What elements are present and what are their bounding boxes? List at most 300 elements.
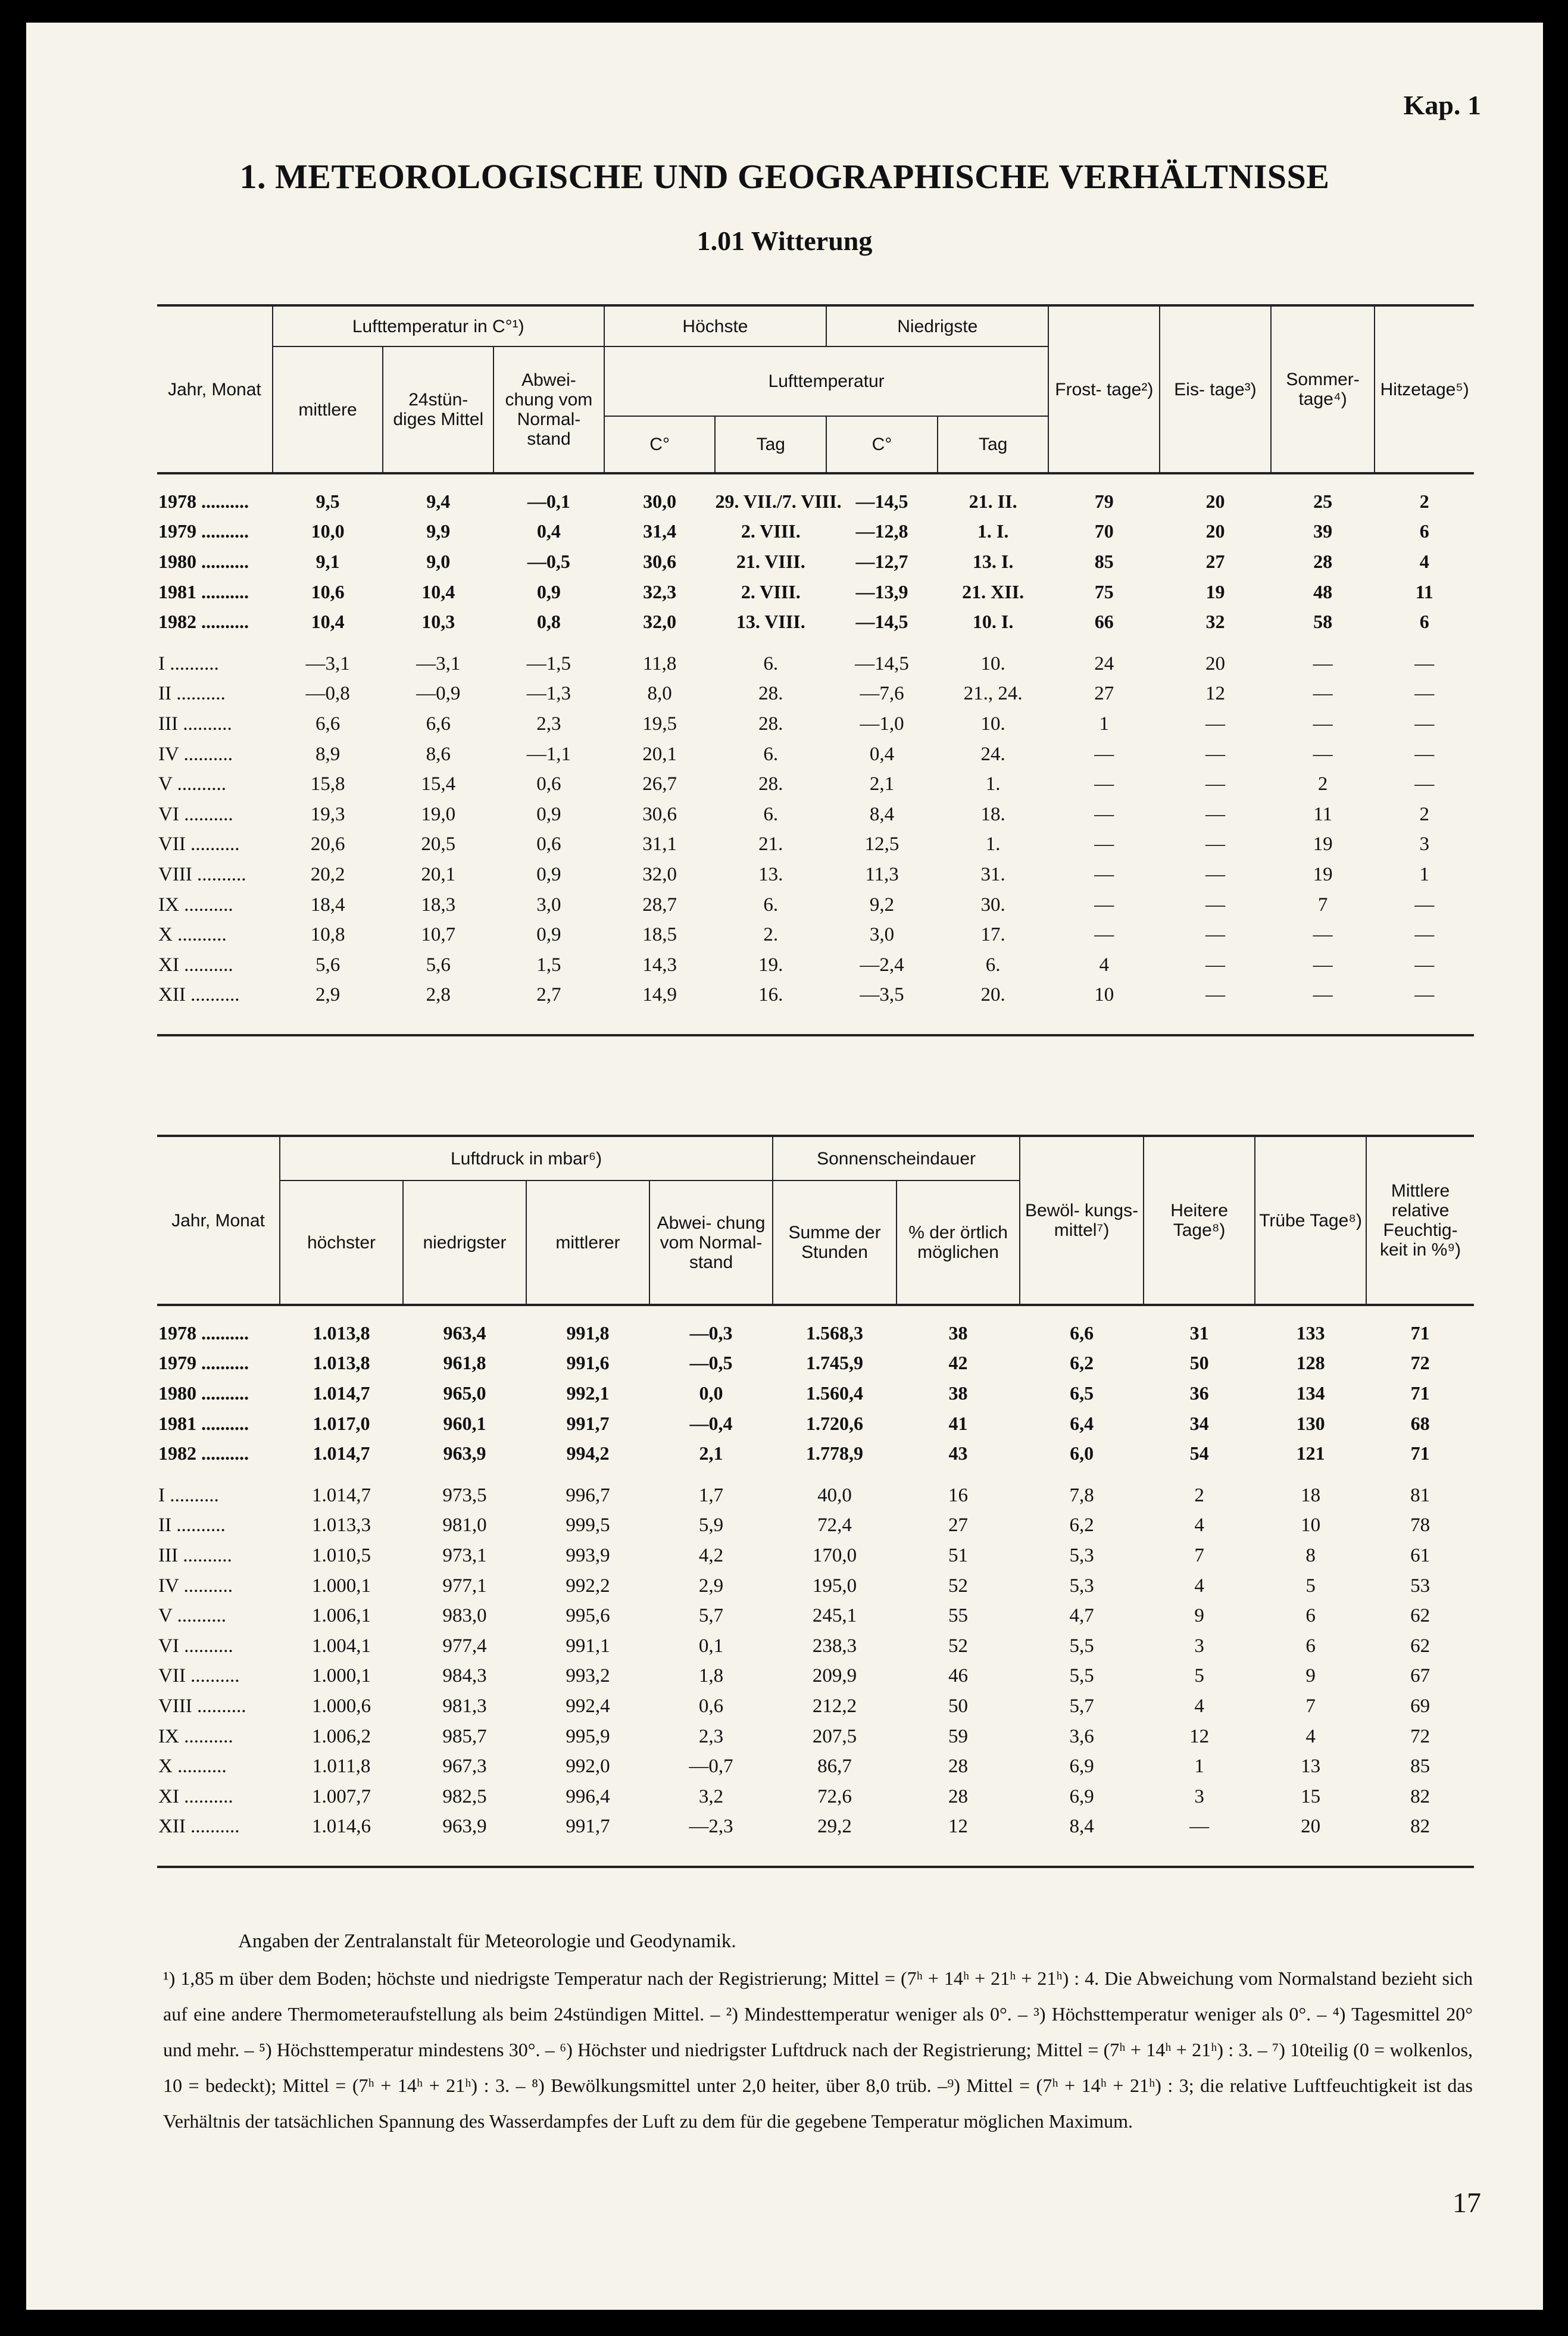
table-row [157, 486, 1474, 517]
table-cell: —0,1 [527, 490, 570, 512]
table-cell: 32 [1205, 611, 1225, 633]
table-cell: 8,4 [869, 803, 895, 825]
table-cell: 82 [1410, 1816, 1430, 1838]
table-cell: — [1205, 863, 1225, 885]
table-cell: 2 [1419, 803, 1429, 825]
table-cell: 55 [948, 1605, 969, 1627]
row-label: IV .......... [158, 743, 233, 765]
table-cell: 1.014,6 [312, 1816, 371, 1838]
table-cell: 21. II. [969, 490, 1017, 512]
table-cell: 999,5 [566, 1514, 610, 1536]
table-cell: 992,2 [566, 1575, 610, 1597]
table-cell: 2,1 [699, 1442, 723, 1464]
table-cell: 19,3 [310, 803, 345, 825]
table-cell: 4 [1194, 1575, 1204, 1597]
table-cell: 0,9 [536, 863, 561, 885]
table-cell: — [1094, 894, 1114, 916]
table-cell: 996,4 [566, 1785, 610, 1807]
row-label: XI .......... [158, 1785, 233, 1807]
table-cell: 2. VIII. [741, 580, 801, 602]
table-row [157, 1318, 1474, 1348]
table-cell: 5,6 [426, 954, 451, 976]
table-cell: 24. [980, 743, 1005, 765]
table-cell: 20 [1301, 1816, 1321, 1838]
table-cell: 5,9 [698, 1514, 724, 1536]
table-cell: 2,9 [315, 984, 341, 1006]
table-cell: 1. [985, 773, 1001, 795]
table-cell: 1. [985, 833, 1001, 855]
table-cell: 72,6 [817, 1785, 852, 1807]
row-label: X .......... [158, 924, 227, 946]
table-cell: 20,1 [642, 743, 677, 765]
table-cell: — [1313, 954, 1333, 976]
table-cell: 8,6 [426, 743, 451, 765]
table-cell: 9,1 [316, 550, 340, 572]
page [26, 23, 1543, 2310]
header-bewoelkung: Bewöl- kungs- mittel⁷) [1020, 1136, 1144, 1305]
table-cell: 991,7 [566, 1412, 610, 1434]
table-row [157, 1782, 1474, 1812]
table-cell: 32,0 [642, 863, 677, 885]
table-cell: 30,6 [643, 550, 677, 572]
table-cell: — [1205, 894, 1225, 916]
row-label: II .......... [158, 1514, 226, 1536]
table-cell: 79 [1094, 490, 1114, 512]
table-cell: — [1094, 833, 1114, 855]
table-cell: 38 [948, 1382, 968, 1404]
table-cell: 2. VIII. [741, 520, 801, 542]
table-cell: —1,1 [526, 743, 571, 765]
table-cell: 13. VIII. [736, 611, 805, 633]
table-cell: 6,5 [1070, 1382, 1094, 1404]
table-cell: 1.013,3 [312, 1514, 371, 1536]
table-cell: 133 [1296, 1322, 1325, 1344]
row-label: I .......... [158, 652, 219, 674]
table-cell: 991,6 [566, 1352, 610, 1374]
header-lufttemperatur-group: Lufttemperatur in C°¹) [273, 305, 604, 346]
table-row [157, 709, 1474, 739]
header-mittlerer: mittlerer [526, 1181, 649, 1305]
table-cell: 71 [1410, 1442, 1430, 1464]
table-cell: 7 [1317, 894, 1328, 916]
table-cell: — [1313, 743, 1333, 765]
header-24std-mittel: 24stün- diges Mittel [383, 346, 493, 473]
table-cell: 18,4 [310, 894, 345, 916]
row-label: VII .......... [158, 833, 240, 855]
table-cell: 71 [1410, 1382, 1430, 1404]
table-cell: 2,1 [869, 773, 895, 795]
table-cell: 1.010,5 [312, 1544, 371, 1566]
header-frosttage: Frost- tage²) [1048, 305, 1160, 473]
table-cell: 20,5 [421, 833, 456, 855]
table-cell: — [1205, 773, 1225, 795]
table-cell: — [1094, 743, 1114, 765]
table-row [157, 1348, 1474, 1379]
row-label: 1979 .......... [158, 1352, 249, 1374]
table-cell: 0,9 [536, 580, 561, 602]
header-sonnenschein-group: Sonnenscheindauer [773, 1136, 1020, 1181]
table-cell: 75 [1094, 580, 1114, 602]
table-cell: 5 [1194, 1665, 1204, 1687]
row-label: III .......... [158, 1544, 232, 1566]
table-cell: 0,1 [698, 1635, 724, 1657]
table-cell: —1,0 [860, 713, 904, 735]
section-title: 1.01 Witterung [696, 226, 873, 256]
table-cell: 9,5 [316, 490, 340, 512]
table-cell: — [1205, 833, 1225, 855]
table-cell: 21. VIII. [736, 550, 805, 572]
table-cell: 7,8 [1069, 1484, 1094, 1506]
table-cell: — [1414, 924, 1435, 946]
table-cell: 41 [948, 1412, 968, 1434]
table-cell: 19,5 [642, 713, 677, 735]
table-row [157, 1601, 1474, 1631]
table-cell: 24 [1094, 652, 1114, 674]
table-cell: 21. XII. [962, 580, 1024, 602]
table-cell: 6,6 [426, 713, 451, 735]
table-cell: —3,5 [860, 984, 904, 1006]
row-label: 1981 .......... [158, 580, 249, 602]
table-cell: —0,5 [527, 550, 570, 572]
table-cell: 3 [1194, 1785, 1204, 1807]
table-cell: 6 [1305, 1605, 1316, 1627]
table-cell: 195,0 [812, 1575, 857, 1597]
table-cell: 10,8 [310, 924, 345, 946]
table-cell: —1,3 [526, 683, 571, 705]
header-mittlere: mittlere [273, 346, 383, 473]
header-abweichung: Abwei- chung vom Normal- stand [493, 346, 604, 473]
table-cell: 52 [948, 1635, 969, 1657]
table-cell: 212,2 [812, 1695, 857, 1717]
table-cell: 209,9 [812, 1665, 857, 1687]
table-cell: 27 [1094, 683, 1114, 705]
table-cell: 9,0 [426, 550, 451, 572]
table-cell: 0,6 [536, 773, 561, 795]
table-cell: 961,8 [443, 1352, 486, 1374]
table-cell: 6 [1419, 611, 1429, 633]
header-feuchtigkeit: Mittlere relative Feuchtig- keit in %⁹) [1366, 1136, 1474, 1305]
row-label: 1982 .......... [158, 1442, 249, 1464]
table-cell: 1.007,7 [312, 1785, 371, 1807]
table-cell: 1.004,1 [312, 1635, 371, 1657]
table-cell: 1. I. [977, 520, 1009, 542]
table-cell: 29,2 [817, 1816, 852, 1838]
table-cell: — [1205, 984, 1225, 1006]
table-cell: 1.006,2 [312, 1725, 371, 1747]
table-cell: — [1414, 652, 1435, 674]
table-row [157, 1631, 1474, 1662]
table-cell: 9 [1305, 1665, 1316, 1687]
table-cell: 5,3 [1069, 1575, 1094, 1597]
table-row [157, 1409, 1474, 1439]
table-cell: 6 [1305, 1635, 1316, 1657]
table-cell: — [1313, 652, 1333, 674]
table-cell: 963,9 [442, 1816, 487, 1838]
table-cell: — [1205, 924, 1225, 946]
table-cell: 993,2 [566, 1665, 610, 1687]
table-cell: 53 [1410, 1575, 1430, 1597]
table-cell: — [1205, 743, 1225, 765]
table-cell: 27 [948, 1514, 969, 1536]
table-cell: 134 [1296, 1382, 1325, 1404]
table-cell: 7 [1194, 1544, 1204, 1566]
source-note: Angaben der Zentralanstalt für Meteorologie und Geodynamik. [238, 1931, 736, 1952]
table-cell: 6. [763, 894, 779, 916]
table-cell: — [1313, 924, 1333, 946]
table-cell: 973,5 [442, 1484, 487, 1506]
table-row [157, 769, 1474, 800]
table-cell: —12,7 [855, 550, 908, 572]
table-cell: 8 [1305, 1544, 1316, 1566]
table-cell: 0,0 [699, 1382, 723, 1404]
table-cell: — [1205, 803, 1225, 825]
table-row [157, 1511, 1474, 1541]
row-label: IV .......... [158, 1575, 233, 1597]
table-cell: 0,6 [536, 833, 561, 855]
table-cell: 3,2 [698, 1785, 724, 1807]
table-row [157, 1691, 1474, 1722]
table-cell: 27 [1205, 550, 1225, 572]
table-cell: —7,6 [860, 683, 904, 705]
table-cell: — [1414, 683, 1435, 705]
row-label: VII .......... [158, 1665, 240, 1687]
table-cell: —14,5 [855, 652, 909, 674]
table-cell: 28 [948, 1756, 969, 1778]
table-cell: 992,4 [566, 1695, 610, 1717]
table-cell: 10. I. [972, 611, 1014, 633]
table-cell: 4 [1305, 1725, 1316, 1747]
table-row [157, 920, 1474, 950]
table-cell: 3 [1194, 1635, 1204, 1657]
table-cell: 2 [1317, 773, 1328, 795]
table-cell: 1,8 [698, 1665, 724, 1687]
table-cell: 81 [1410, 1484, 1430, 1506]
table-row [157, 1378, 1474, 1409]
header2-abweichung: Abwei- chung vom Normal- stand [649, 1181, 773, 1305]
table-cell: 72,4 [817, 1514, 852, 1536]
table-cell: 2,8 [426, 984, 451, 1006]
table-cell: 984,3 [442, 1665, 487, 1687]
table-cell: 1.014,7 [313, 1442, 370, 1464]
table-cell: 981,3 [442, 1695, 487, 1717]
table-row [157, 577, 1474, 607]
row-label: 1978 .......... [158, 1322, 249, 1344]
table-cell: 30. [980, 894, 1005, 916]
table-row [157, 830, 1474, 860]
table-cell: 991,1 [566, 1635, 610, 1657]
table-cell: 170,0 [812, 1544, 857, 1566]
table-cell: 26,7 [642, 773, 677, 795]
header-hoechster: höchster [280, 1181, 403, 1305]
table-cell: 4 [1194, 1514, 1204, 1536]
table-cell: 2,9 [698, 1575, 724, 1597]
table-cell: 1.013,8 [313, 1322, 370, 1344]
table-cell: 6,0 [1070, 1442, 1094, 1464]
table-cell: 983,0 [442, 1605, 487, 1627]
table-cell: 82 [1410, 1785, 1430, 1807]
table-cell: 28. [758, 683, 783, 705]
table-cell: 2 [1419, 490, 1429, 512]
temperature-table [157, 304, 1474, 1036]
table-cell: 4,7 [1069, 1605, 1094, 1627]
table-cell: 245,1 [812, 1605, 857, 1627]
table-cell: 2,7 [536, 984, 561, 1006]
table-cell: — [1189, 1816, 1210, 1838]
table-cell: 16. [758, 984, 783, 1006]
table-cell: 20. [980, 984, 1005, 1006]
table-cell: 16 [948, 1484, 969, 1506]
table-cell: 12 [1189, 1725, 1210, 1747]
table-cell: 10 [1301, 1514, 1321, 1536]
spacer-row [157, 637, 1474, 649]
table-cell: —3,1 [416, 652, 461, 674]
table-cell: 6. [763, 743, 779, 765]
table-cell: 18,3 [421, 894, 456, 916]
header-luftdruck-group: Luftdruck in mbar⁶) [280, 1136, 773, 1181]
table-cell: 31. [980, 863, 1005, 885]
table-cell: 1.014,7 [312, 1484, 371, 1506]
header-heitere: Heitere Tage⁸) [1144, 1136, 1255, 1305]
table-cell: 6,6 [315, 713, 341, 735]
table-cell: 10,3 [421, 611, 455, 633]
spacer-row [157, 1469, 1474, 1481]
table-cell: 48 [1313, 580, 1333, 602]
row-label: XI .......... [158, 954, 233, 976]
table-cell: 2,3 [536, 713, 561, 735]
table-cell: 66 [1094, 611, 1114, 633]
table-cell: 14,3 [642, 954, 677, 976]
header-summe: Summe der Stunden [773, 1181, 897, 1305]
table-cell: 21., 24. [963, 683, 1023, 705]
table-cell: 61 [1410, 1544, 1430, 1566]
row-label: VI .......... [158, 803, 233, 825]
spacer-row [157, 473, 1474, 486]
table-cell: 54 [1189, 1442, 1209, 1464]
table-cell: 11,3 [865, 863, 899, 885]
table-cell: 991,8 [566, 1322, 610, 1344]
table-cell: 34 [1189, 1412, 1209, 1434]
table-cell: —0,5 [689, 1352, 733, 1374]
table-cell: 11 [1415, 580, 1433, 602]
table-cell: 1 [1419, 863, 1429, 885]
table-cell: 0,4 [869, 743, 895, 765]
table-cell: 128 [1296, 1352, 1325, 1374]
table-cell: 12,5 [864, 833, 899, 855]
table-cell: 1.013,8 [313, 1352, 370, 1374]
table-cell: 995,6 [566, 1605, 610, 1627]
table-cell: 5 [1305, 1575, 1316, 1597]
table-cell: 1.560,4 [806, 1382, 864, 1404]
table-cell: 31,1 [642, 833, 677, 855]
table-cell: 6,4 [1070, 1412, 1094, 1434]
table-cell: 1 [1194, 1756, 1204, 1778]
row-label: I .......... [158, 1484, 219, 1506]
table-cell: 994,2 [566, 1442, 610, 1464]
row-label: II .......... [158, 683, 226, 705]
table-cell: — [1414, 743, 1435, 765]
table-cell: 31 [1189, 1322, 1209, 1344]
row-label: VIII .......... [158, 863, 246, 885]
table-cell: 10,6 [311, 580, 345, 602]
row-label: V .......... [158, 773, 226, 795]
table-row [157, 800, 1474, 830]
page-number: 17 [1453, 2187, 1481, 2219]
header-c-niedrigste: C° [826, 416, 938, 473]
table-row [157, 1438, 1474, 1469]
table-cell: 996,7 [566, 1484, 610, 1506]
table-cell: 62 [1410, 1635, 1430, 1657]
table-cell: 6,2 [1069, 1514, 1094, 1536]
table-cell: 992,1 [566, 1382, 610, 1404]
header-sommertage: Sommer- tage⁴) [1271, 305, 1375, 473]
table-cell: 43 [948, 1442, 968, 1464]
table-cell: 992,0 [566, 1756, 610, 1778]
table-cell: 13. [758, 863, 783, 885]
table-row [157, 860, 1474, 890]
table-cell: 32,3 [643, 580, 677, 602]
table-cell: 977,4 [442, 1635, 487, 1657]
table-cell: 32,0 [643, 611, 677, 633]
table-cell: 18 [1301, 1484, 1321, 1506]
table-cell: 5,3 [1069, 1544, 1094, 1566]
table-cell: 10. [980, 713, 1005, 735]
table-cell: —2,3 [689, 1816, 733, 1838]
table-row [157, 1571, 1474, 1601]
table-cell: 2,3 [698, 1725, 724, 1747]
table-cell: 10,4 [421, 580, 455, 602]
table-cell: — [1205, 713, 1225, 735]
table-cell: 17. [980, 924, 1005, 946]
table-cell: 985,7 [442, 1725, 487, 1747]
table-cell: 1.000,1 [312, 1665, 371, 1687]
header-eistage: Eis- tage³) [1160, 305, 1271, 473]
table-row [157, 517, 1474, 547]
table-cell: — [1414, 954, 1435, 976]
table-cell: 40,0 [817, 1484, 852, 1506]
table-cell: 5,7 [1069, 1695, 1094, 1717]
table-cell: 21. [758, 833, 783, 855]
table-row [157, 607, 1474, 637]
pressure-table [157, 1135, 1474, 1868]
table-row [157, 1722, 1474, 1752]
header-jahr-monat: Jahr, Monat [157, 305, 273, 473]
row-label: IX .......... [158, 1725, 233, 1747]
table-cell: 8,0 [647, 683, 672, 705]
table-cell: — [1094, 924, 1114, 946]
table-cell: 9,2 [869, 894, 895, 916]
table-cell: 1.568,3 [806, 1322, 864, 1344]
table-cell: 11,8 [642, 652, 677, 674]
table-cell: 12 [1205, 683, 1225, 705]
table-cell: — [1414, 984, 1435, 1006]
table-cell: 1.006,1 [312, 1605, 371, 1627]
table-cell: 25 [1313, 490, 1333, 512]
table-cell: —13,9 [855, 580, 908, 602]
table-cell: 58 [1313, 611, 1333, 633]
table-cell: 981,0 [442, 1514, 487, 1536]
table-cell: 12 [948, 1816, 969, 1838]
table-cell: 67 [1410, 1665, 1430, 1687]
table-cell: 20,2 [310, 863, 345, 885]
table-cell: 20 [1205, 652, 1225, 674]
row-label: 1979 .......... [158, 520, 249, 542]
row-label: IX .......... [158, 894, 233, 916]
table-cell: 0,8 [536, 611, 561, 633]
table-cell: —0,9 [416, 683, 461, 705]
table-cell: 10,4 [311, 611, 345, 633]
table-cell: 29. VII./7. VIII. [715, 490, 842, 512]
table-row [157, 649, 1474, 679]
